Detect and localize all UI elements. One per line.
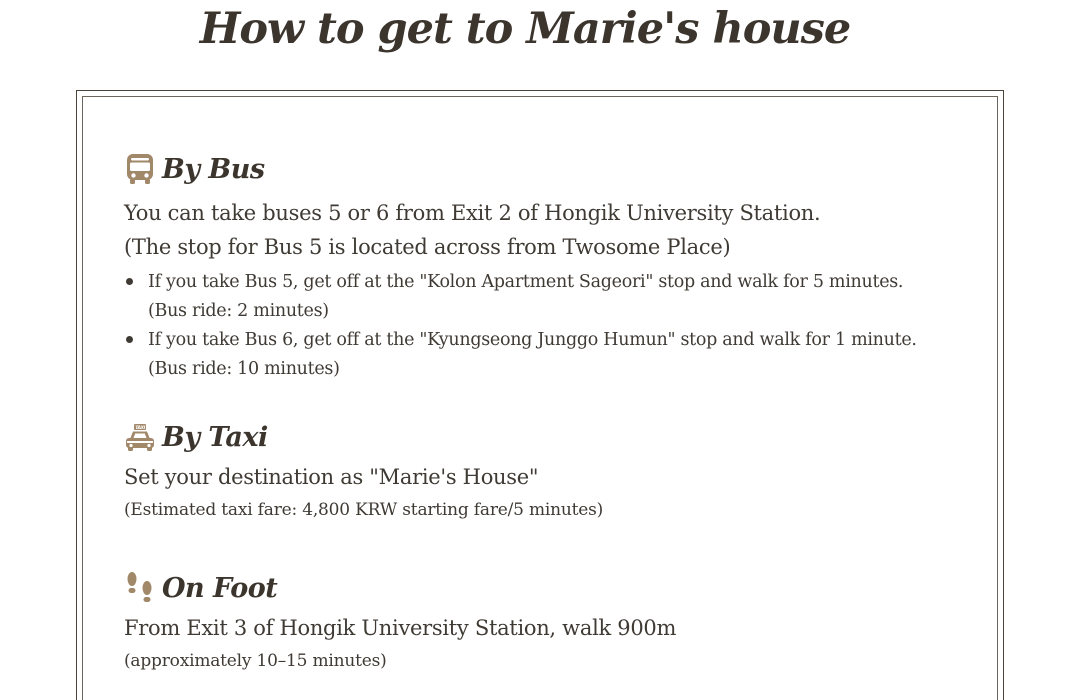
bullet-icon [126, 278, 133, 285]
bus-route-text: If you take Bus 5, get off at the "Kolon Apartment Sageori" stop and walk for 5 minutes. [148, 272, 904, 292]
taxi-line-2: (Estimated taxi fare: 4,800 KRW starting fare/5 minutes) [124, 500, 604, 520]
bus-route-duration: (Bus ride: 10 minutes) [148, 359, 340, 379]
bullet-icon [126, 336, 133, 343]
bus-icon [124, 152, 156, 186]
footprints-icon [124, 571, 156, 605]
taxi-line-1: Set your destination as "Marie's House" [124, 465, 539, 489]
bus-line-2: (The stop for Bus 5 is located across from Twosome Place) [124, 235, 731, 259]
foot-heading-label: On Foot [162, 572, 278, 604]
foot-section-heading [124, 571, 277, 605]
page-title: How to get to Marie's house [199, 4, 851, 54]
bus-line-1: You can take buses 5 or 6 from Exit 2 of Hongik University Station. [124, 201, 821, 225]
bus-route-item-5 [126, 268, 903, 326]
bus-route-duration: (Bus ride: 2 minutes) [148, 301, 329, 321]
content-frame-inner-border [82, 96, 998, 700]
foot-line-1: From Exit 3 of Hongik University Station, walk 900m [124, 616, 677, 640]
bus-heading-label: By Bus [162, 153, 265, 185]
bus-section-heading [124, 152, 265, 186]
bus-route-text: If you take Bus 6, get off at the "Kyungseong Junggo Humun" stop and walk for 1 minute. [148, 330, 917, 350]
taxi-sign-text: TAXI [135, 425, 145, 431]
foot-line-2: (approximately 10–15 minutes) [124, 651, 387, 671]
taxi-heading-label: By Taxi [162, 421, 268, 453]
taxi-section-heading [124, 420, 268, 454]
bus-route-item-6 [126, 326, 917, 384]
taxi-icon [124, 420, 156, 454]
